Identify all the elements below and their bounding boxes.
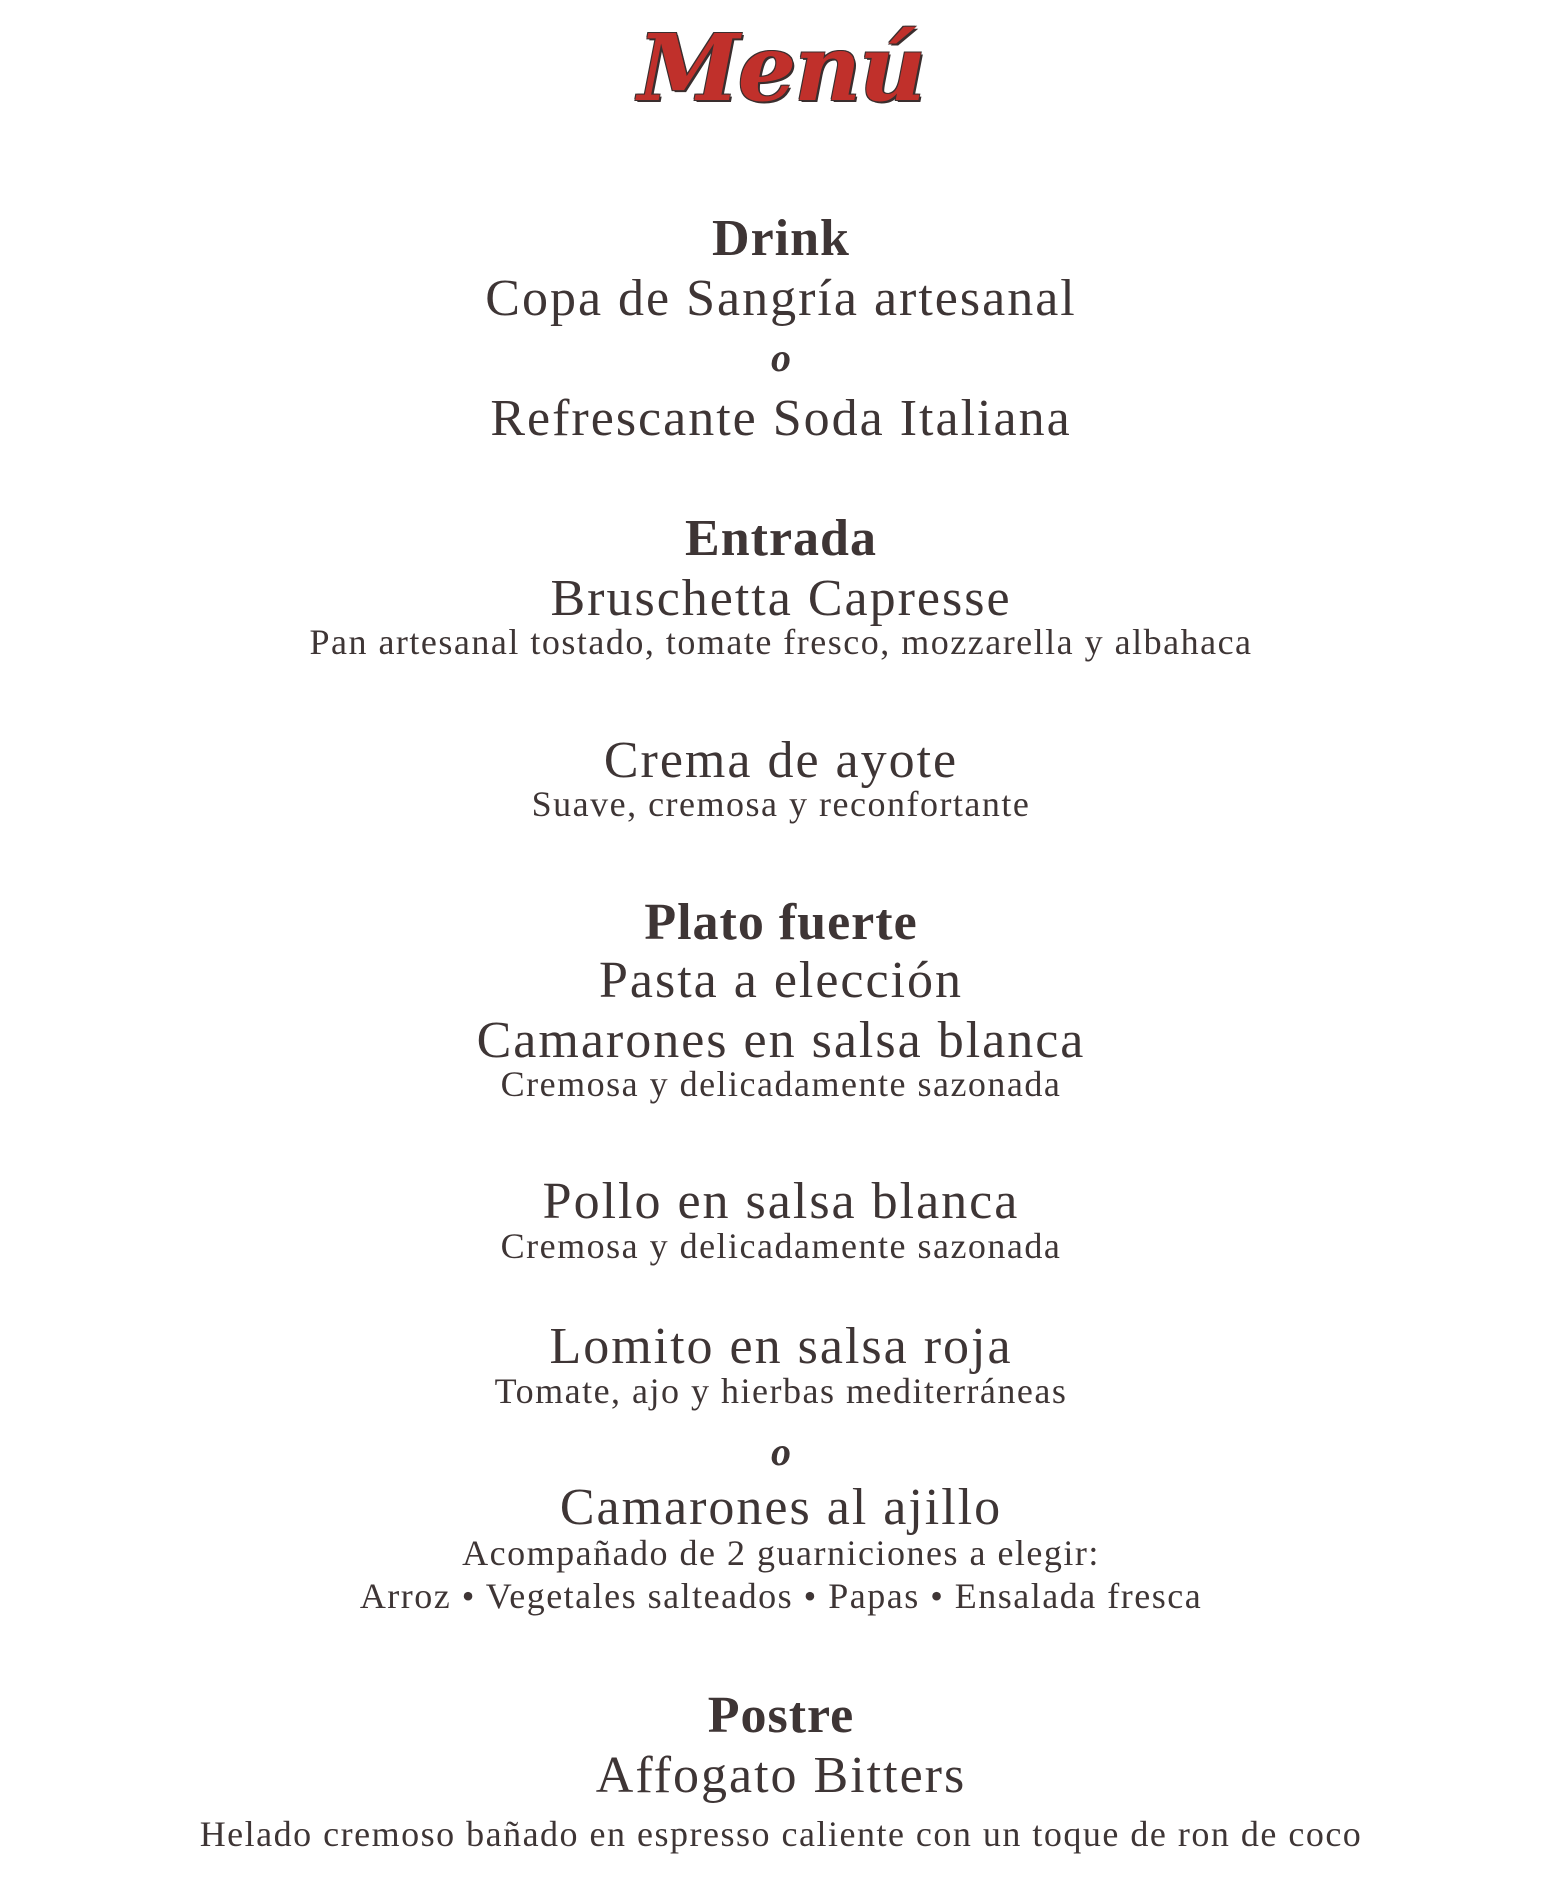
- menu-title-logo: Menú: [637, 14, 925, 122]
- drink-heading: Drink: [712, 210, 850, 267]
- plato-item-lomito-desc: Tomate, ajo y hierbas mediterráneas: [494, 1371, 1068, 1411]
- entrada-item-bruschetta-name: Bruschetta Capresse: [550, 570, 1012, 627]
- entrada-item-crema-name: Crema de ayote: [603, 732, 959, 789]
- postre-item-affogato-name: Affogato Bitters: [595, 1747, 967, 1804]
- drink-or: o: [771, 335, 791, 380]
- plato-item-camarones-ajillo-desc: Acompañado de 2 guarniciones a elegir:: [462, 1533, 1100, 1573]
- plato-item-pollo-desc: Cremosa y delicadamente sazonada: [500, 1226, 1062, 1266]
- postre-item-affogato-desc: Helado cremoso bañado en espresso caliente con un toque de ron de coco: [199, 1814, 1363, 1854]
- plato-item-camarones-blanca-name: Camarones en salsa blanca: [476, 1012, 1086, 1069]
- drink-option-soda: Refrescante Soda Italiana: [490, 390, 1072, 447]
- plato-fuerte-subheading: Pasta a elección: [598, 952, 964, 1009]
- plato-fuerte-heading: Plato fuerte: [644, 894, 918, 951]
- drink-option-sangria: Copa de Sangría artesanal: [485, 270, 1077, 327]
- entrada-item-crema-desc: Suave, cremosa y reconfortante: [531, 784, 1031, 824]
- plato-item-camarones-blanca-desc: Cremosa y delicadamente sazonada: [500, 1064, 1062, 1104]
- entrada-item-bruschetta-desc: Pan artesanal tostado, tomate fresco, mozzarella y albahaca: [309, 622, 1253, 662]
- plato-item-pollo-name: Pollo en salsa blanca: [542, 1173, 1020, 1230]
- plato-item-camarones-ajillo-sides: Arroz • Vegetales salteados • Papas • Ensalada fresca: [359, 1576, 1203, 1616]
- postre-heading: Postre: [707, 1687, 855, 1744]
- plato-or: o: [771, 1429, 791, 1474]
- plato-item-lomito-name: Lomito en salsa roja: [549, 1318, 1013, 1375]
- plato-item-camarones-ajillo-name: Camarones al ajillo: [559, 1479, 1003, 1536]
- entrada-heading: Entrada: [685, 510, 877, 567]
